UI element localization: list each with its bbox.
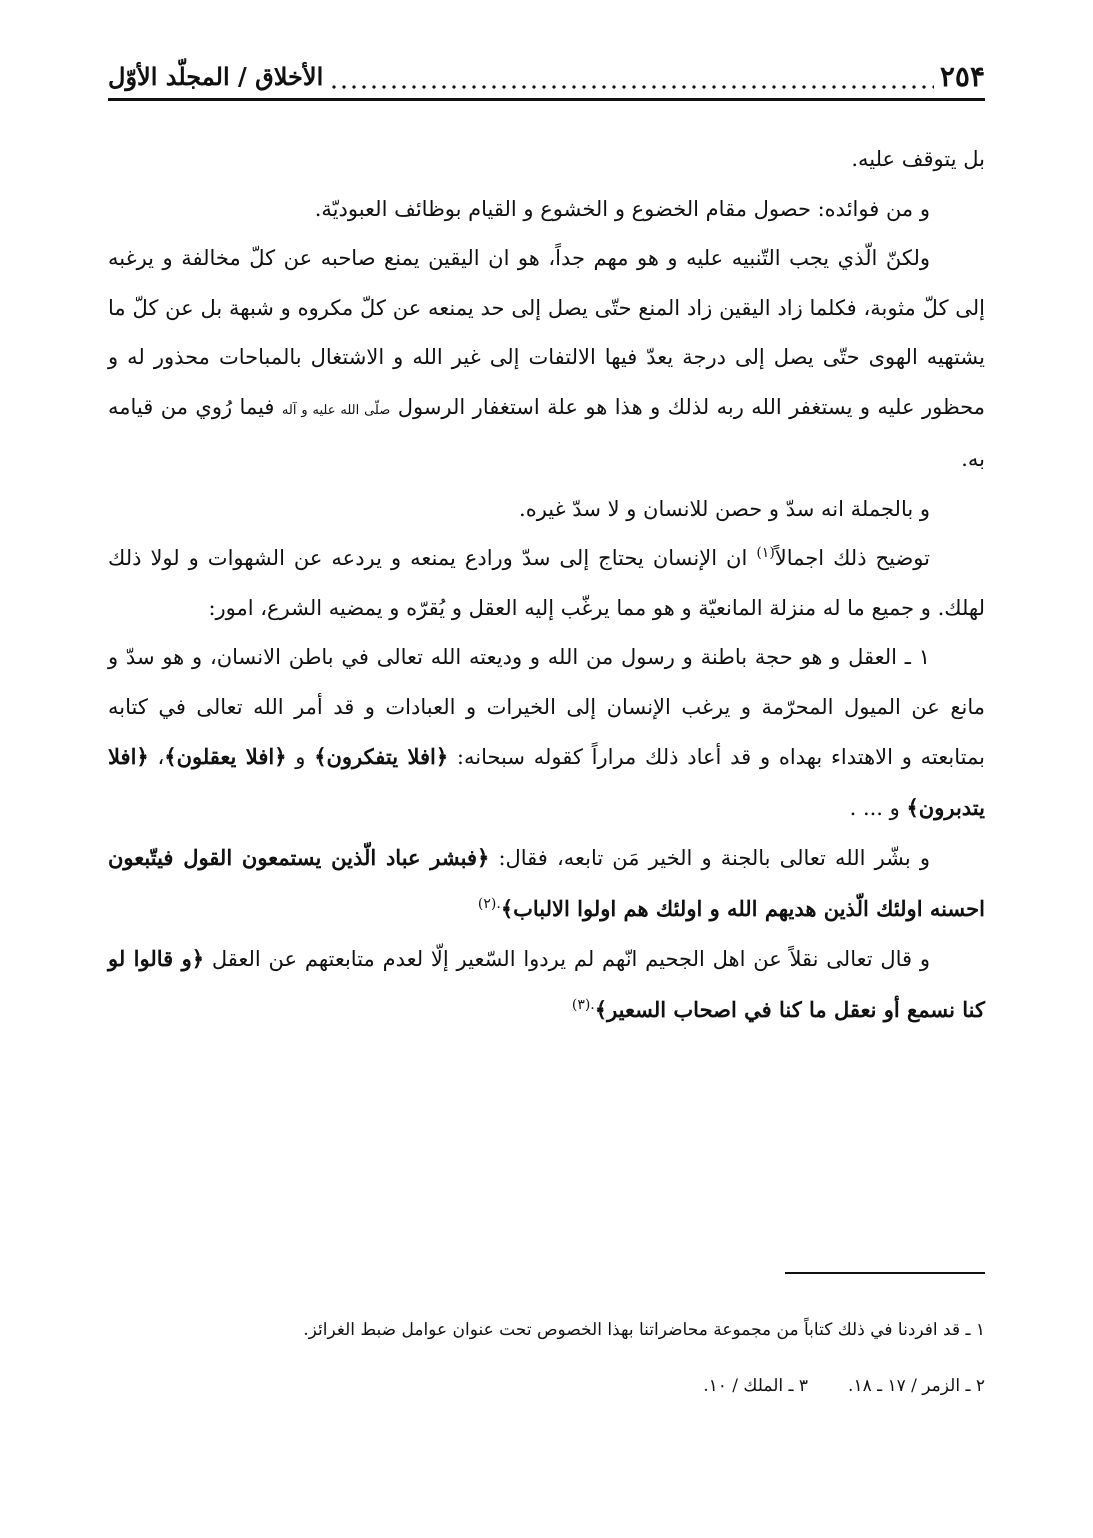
paragraph-3-text: ولكنّ الّذي يجب التّنبيه عليه و هو مهم جداً، هو ان اليقين يمنع صاحبه عن كلّ مخالفة و يرغبه إلى كلّ مثوبة، فكلما زاد اليقين زاد المنع حتّى يصل إلى حد يمنعه عن كلّ مكروه و شبهة بل عن كلّ ما يشتهيه الهوى حتّى يصل إلى درجة يعدّ فيها الالتفات إلى غير الله و الاشتغال بالمباحات محذور له و محظور عليه و يستغفر الله ربه لذلك و هذا هو علة استغفار الرسول: [108, 246, 985, 419]
footnote-1: [108, 1302, 985, 1358]
page-number: ٢٥۴: [939, 60, 985, 93]
paragraph-6-end: و ... .: [849, 795, 900, 820]
footnote-2-text: ٢ ـ الزمر / ١٧ ـ ١٨.: [848, 1376, 985, 1396]
paragraph-8-text: و قال تعالى نقلاً عن اهل الجحيم انّهم لم يردوا السّعير إلّا لعدم متابعتهم عن العقل: [211, 947, 930, 971]
paragraph-5-text-a: توضيح ذلك اجمالاً: [774, 546, 930, 570]
quran-quote-1: ﴿افلا يتفكرون﴾: [314, 744, 449, 769]
footnotes: [108, 1302, 985, 1414]
paragraph-5: [108, 534, 985, 633]
main-text: [108, 135, 985, 1035]
separator: ،: [157, 745, 165, 769]
paragraph-3: [108, 234, 985, 485]
paragraph-3-end: فيما رُوي من قيامه به.: [108, 394, 985, 471]
footnote-ref-2: .(٢): [477, 895, 501, 912]
quran-quote-4: ﴿فبشر عباد الّذين يستمعون القول فيتّبعون احسنه اولئك الّذين هديهم الله و اولئك هم اولوا الالباب﴾: [108, 845, 985, 921]
paragraph-8: [108, 934, 985, 1035]
footnote-2-3: [108, 1358, 985, 1414]
quran-quote-3: ﴿افلا يتدبرون﴾: [108, 744, 985, 820]
header-dot-leader: [329, 62, 934, 92]
paragraph-5-text-b: ان الإنسان يحتاج إلى سدّ ورادع يمنعه و يردعه عن الشهوات و لولا ذلك لهلك. و جميع ما له منزلة المانعيّة و هو مما يرغّب إليه العقل و يُقرّه و يمضيه الشرع، امور:: [108, 546, 985, 620]
paragraph-7-text: و بشّر الله تعالى بالجنة و الخير مَن تابعه، فقال:: [498, 846, 930, 870]
footnote-ref-1: (١): [756, 545, 775, 561]
footnote-3-text: ٣ ـ الملك / ١٠.: [703, 1376, 809, 1396]
paragraph-1-text: بل يتوقف عليه.: [851, 147, 985, 171]
running-header: [108, 52, 985, 92]
header-rule: [108, 98, 985, 101]
quran-quote-2: ﴿افلا يعقلون﴾: [164, 744, 287, 769]
paragraph-4-text: و بالجملة انه سدّ و حصن للانسان و لا سدّ غيره.: [519, 496, 930, 521]
honorific-glyph: صلّی الله علیه و آله: [281, 402, 391, 418]
paragraph-4: [108, 485, 985, 535]
quran-quote-5: ﴿و قالوا لو كنا نسمع أو نعقل ما كنا في اصحاب السعير﴾: [108, 946, 985, 1022]
paragraph-6: [108, 633, 985, 833]
paragraph-2-text: و من فوائده: حصول مقام الخضوع و الخشوع و القيام بوظائف العبوديّة.: [314, 196, 930, 221]
conjunction: و: [295, 745, 306, 769]
paragraph-2: [108, 185, 985, 235]
header-title: الأخلاق / المجلّد الأوّل: [108, 62, 324, 91]
paragraph-6-text: ١ ـ العقل و هو حجة باطنة و رسول من الله و وديعته الله تعالى في باطن الانسان، و هو سدّ و مانع عن الميول المحرّمة و يرغب الإنسان إلى الخيرات و العبادات و قد أمر الله تعالى في كتابه بمتابعته و الاهتداء بهداه و قد أعاد ذلك مراراً كقوله سبحانه:: [108, 645, 985, 769]
paragraph-7: [108, 833, 985, 934]
footnote-1-text: ١ ـ قد افردنا في ذلك كتاباً من مجموعة محاضراتنا بهذا الخصوص تحت عنوان عوامل ضبط الغرائز.: [303, 1320, 985, 1340]
footnote-ref-3: .(٣): [571, 996, 595, 1013]
footnote-separator: [785, 1272, 985, 1274]
paragraph-1: [108, 135, 985, 185]
